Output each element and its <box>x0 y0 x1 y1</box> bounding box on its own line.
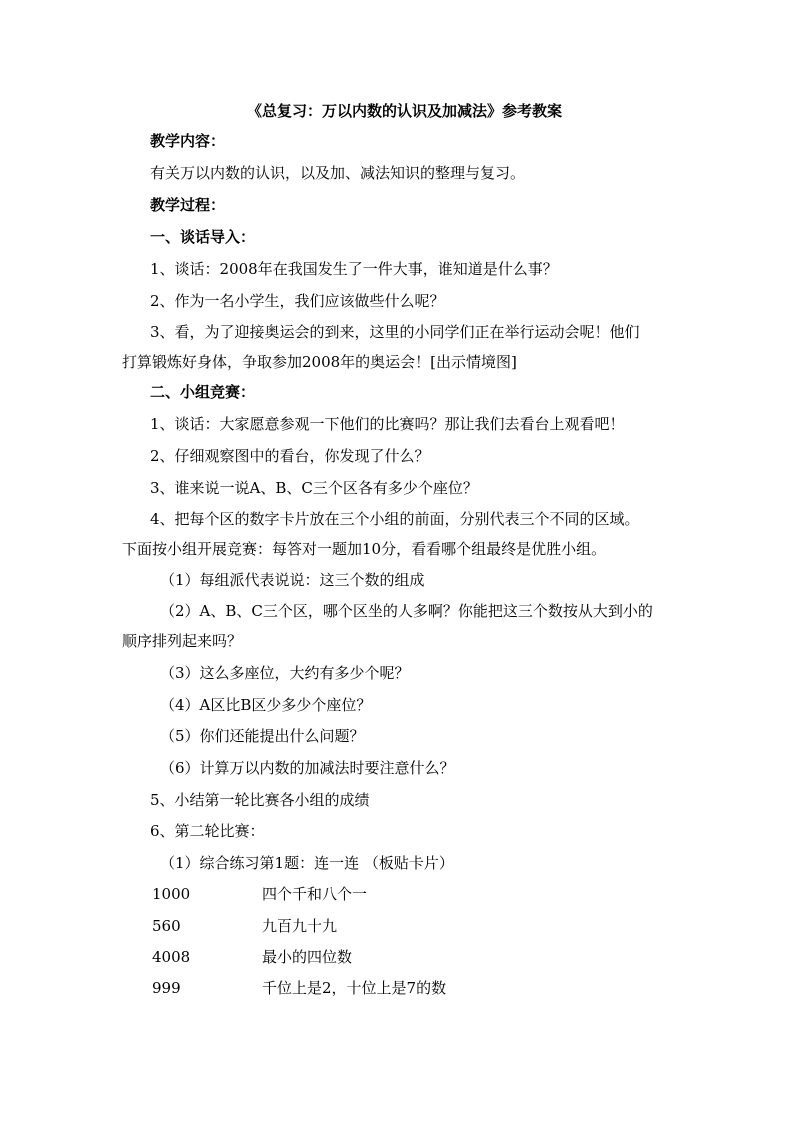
s1-item-3-line1: 3、看，为了迎接奥运会的到来，这里的小同学们正在举行运动会呢！他们 <box>150 323 640 341</box>
heading-process: 教学过程： <box>150 196 226 214</box>
question-2-line1: （2）A、B、C三个区，哪个区坐的人多啊？你能把这三个数按从大到小的 <box>160 602 653 620</box>
section-1-title: 一、谈话导入： <box>150 228 256 246</box>
s1-item-2: 2、作为一名小学生，我们应该做些什么呢？ <box>150 292 445 310</box>
s1-item-1: 1、谈话：2008年在我国发生了一件大事，谁知道是什么事？ <box>150 260 558 278</box>
question-3: （3）这么多座位，大约有多少个呢？ <box>160 664 410 682</box>
match-number: 560 <box>152 917 181 935</box>
s2-item-1: 1、谈话：大家愿意参观一下他们的比赛吗？那让我们去看台上观看吧！ <box>150 415 625 433</box>
question-1: （1）每组派代表说说：这三个数的组成 <box>160 571 425 589</box>
s1-item-3-line2: 打算锻炼好身体，争取参加2008年的奥运会！[出示情境图] <box>122 353 517 371</box>
match-number: 999 <box>152 979 181 997</box>
s2-item-3: 3、谁来说一说A、B、C三个区各有多少个座位？ <box>150 479 478 497</box>
heading-content: 教学内容： <box>150 132 226 150</box>
match-number: 1000 <box>152 885 191 903</box>
content-text: 有关万以内数的认识，以及加、减法知识的整理与复习。 <box>150 164 526 182</box>
question-4: （4）A区比B区少多少个座位？ <box>160 696 372 714</box>
doc-title: 《总复习：万以内数的认识及加减法》参考教案 <box>247 102 563 120</box>
question-2-line2: 顺序排列起来吗？ <box>122 632 243 650</box>
match-description: 千位上是2，十位上是7的数 <box>262 979 447 997</box>
question-6: （6）计算万以内数的加减法时要注意什么？ <box>160 759 455 777</box>
question-5: （5）你们还能提出什么问题？ <box>160 727 365 745</box>
s2-item-2: 2、仔细观察图中的看台，你发现了什么？ <box>150 447 430 465</box>
match-description: 九百九十九 <box>262 917 338 935</box>
s2-item-6: 6、第二轮比赛： <box>150 822 265 840</box>
s2-item-5: 5、小结第一轮比赛各小组的成绩 <box>150 791 370 809</box>
match-number: 4008 <box>152 948 191 966</box>
s2-item-4-line1: 4、把每个区的数字卡片放在三个小组的前面，分别代表三个不同的区域。 <box>150 510 640 528</box>
exercise-1: （1）综合练习第1题：连一连 （板贴卡片） <box>160 854 454 872</box>
section-2-title: 二、小组竞赛： <box>150 383 256 401</box>
s2-item-4-line2: 下面按小组开展竞赛：每答对一题加10分，看看哪个组最终是优胜小组。 <box>122 540 607 558</box>
match-description: 最小的四位数 <box>262 948 353 966</box>
match-description: 四个千和八个一 <box>262 885 368 903</box>
